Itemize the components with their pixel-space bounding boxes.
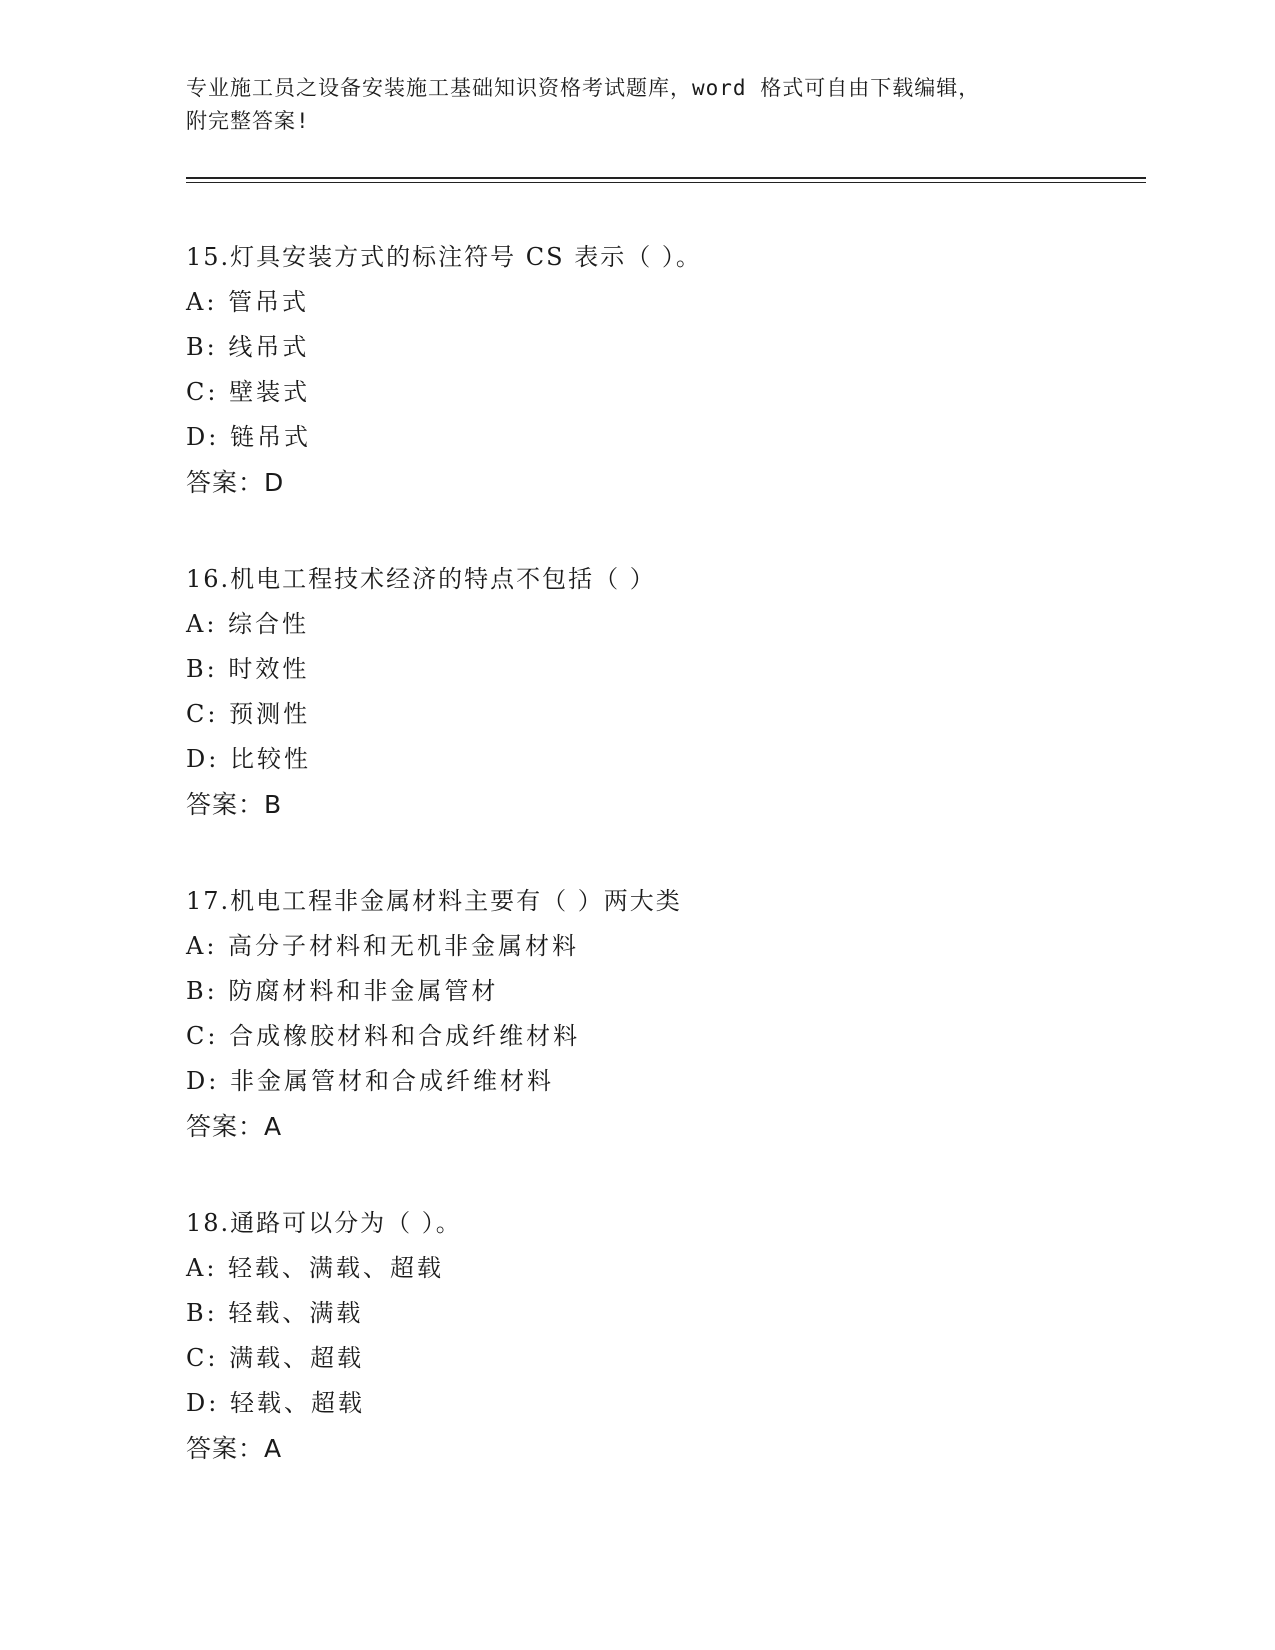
question-15 [186, 234, 1146, 506]
option-d: D: 比较性 [186, 745, 311, 773]
question-stem: 18.通路可以分为（ ）。 [186, 1209, 462, 1237]
question-18 [186, 1200, 1146, 1472]
option-d: D: 链吊式 [186, 423, 311, 451]
question-stem: 17.机电工程非金属材料主要有（ ）两大类 [186, 887, 682, 915]
option-d: D: 非金属管材和合成纤维材料 [186, 1067, 554, 1095]
option-a: A: 高分子材料和无机非金属材料 [186, 932, 580, 960]
header-divider-thin [186, 182, 1146, 183]
option-d: D: 轻载、超载 [186, 1389, 365, 1417]
option-a: A: 管吊式 [186, 288, 310, 316]
option-c: C: 壁装式 [186, 378, 311, 406]
option-b: B: 防腐材料和非金属管材 [186, 977, 499, 1005]
header-line-2: 附完整答案! [186, 109, 310, 133]
document-header [186, 72, 1086, 138]
option-c: C: 合成橡胶材料和合成纤维材料 [186, 1022, 581, 1050]
option-b: B: 线吊式 [186, 333, 310, 361]
option-a: A: 综合性 [186, 610, 310, 638]
header-divider [186, 177, 1146, 179]
option-c: C: 满载、超载 [186, 1344, 365, 1372]
answer-line: 答案：A [186, 1112, 283, 1141]
question-stem: 16.机电工程技术经济的特点不包括（ ） [186, 565, 656, 593]
header-line-1: 专业施工员之设备安装施工基础知识资格考试题库，word 格式可自由下载编辑， [186, 76, 981, 100]
question-17 [186, 878, 1146, 1150]
question-list [186, 234, 1146, 1522]
option-b: B: 轻载、满载 [186, 1299, 364, 1327]
answer-line: 答案：D [186, 468, 285, 497]
option-b: B: 时效性 [186, 655, 310, 683]
answer-line: 答案：B [186, 790, 283, 819]
question-stem: 15.灯具安装方式的标注符号 CS 表示（ ）。 [186, 243, 702, 271]
option-c: C: 预测性 [186, 700, 311, 728]
option-a: A: 轻载、满载、超载 [186, 1254, 445, 1282]
question-16 [186, 556, 1146, 828]
answer-line: 答案：A [186, 1434, 283, 1463]
